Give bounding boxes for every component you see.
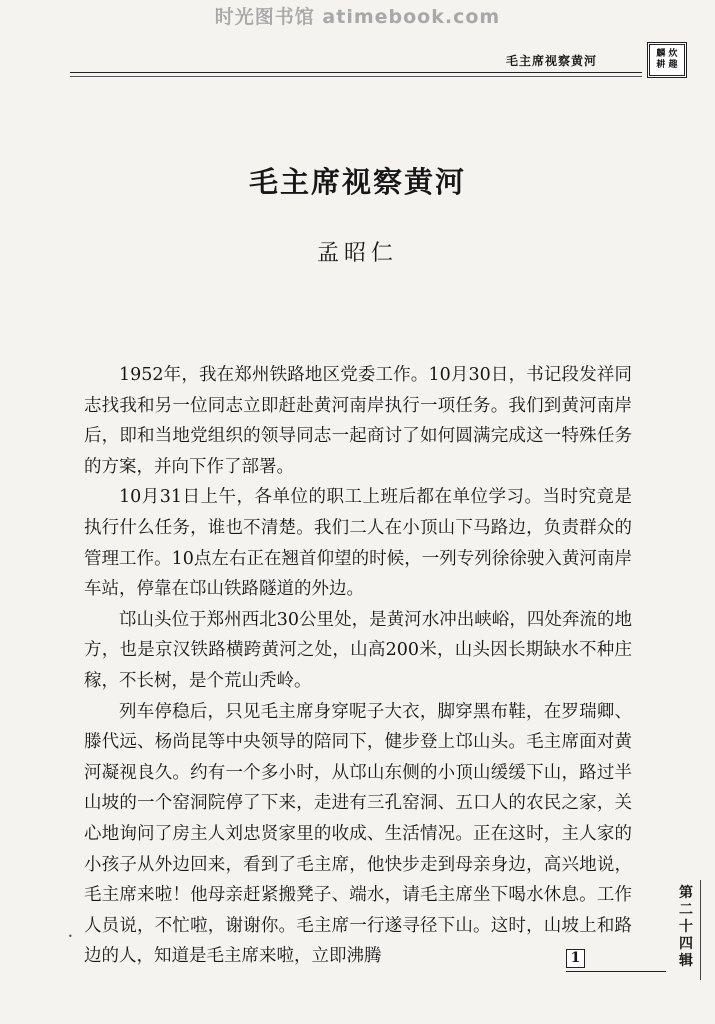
volume-char: 二 (679, 902, 693, 918)
article-body (84, 360, 632, 972)
series-logo-line2: 耕 趣 (656, 60, 678, 70)
header-rule (70, 72, 642, 73)
paragraph: 1952年，我在郑州铁路地区党委工作。10月30日，书记段发祥同志找我和另一位同志立即赶赴黄河南岸执行一项任务。我们到黄河南岸后，即和当地党组织的领导同志一起商讨了如何圆满完成这一特殊任务的方案，并向下作了部署。 (84, 365, 632, 477)
running-header: 毛主席视察黄河 (506, 54, 598, 68)
series-logo-line1: 麟 炊 (656, 49, 678, 59)
volume-char: 辑 (679, 953, 693, 969)
volume-char: 十 (679, 919, 693, 935)
volume-char: 四 (679, 936, 693, 952)
series-logo (647, 42, 687, 78)
watermark: 时光图书馆 atimebook.com (214, 6, 501, 28)
article-author: 孟昭仁 (316, 241, 398, 266)
article-title: 毛主席视察黄河 (248, 165, 466, 199)
paragraph: 10月31日上午，各单位的职工上班后都在单位学习。当时究竟是执行什么任务，谁也不清楚。我们二人在小顶山下马路边，负责群众的管理工作。10点左右正在翘首仰望的时候，一列专列徐徐驶入黄河南岸车站，停靠在邙山铁路隧道的外边。 (84, 487, 632, 600)
volume-label (672, 885, 700, 970)
side-rule (700, 880, 701, 980)
header-rule-thin (70, 76, 642, 77)
scan-speck: • (68, 932, 73, 941)
page-number: 1 (566, 949, 585, 968)
page-rule (566, 971, 666, 972)
volume-char: 第 (679, 885, 693, 901)
paragraph: 邙山头位于郑州西北30公里处，是黄河水冲出峡峪，四处奔流的地方，也是京汉铁路横跨黄河之处，山高200米，山头因长期缺水不种庄稼，不长树，是个荒山秃岭。 (84, 609, 632, 691)
paragraph: 列车停稳后，只见毛主席身穿呢子大衣，脚穿黑布鞋，在罗瑞卿、滕代远、杨尚昆等中央领导的陪同下，健步登上邙山头。毛主席面对黄河凝视良久。约有一个多小时，从邙山东侧的小顶山缓缓下山，路过半山坡的一个窑洞院停了下来，走进有三孔窑洞、五口人的农民之家，关心地询问了房主人刘忠贤家里的收成、生活情况。正在这时，主人家的小孩子从外边回来，看到了毛主席，他快步走到母亲身边，高兴地说，毛主席来啦！他母亲赶紧搬凳子、端水，请毛主席坐下喝水休息。工作人员说，不忙啦，谢谢你。毛主席一行遂寻径下山。这时，山坡上和路边的人，知道是毛主席来啦，立即沸腾 (84, 701, 632, 967)
